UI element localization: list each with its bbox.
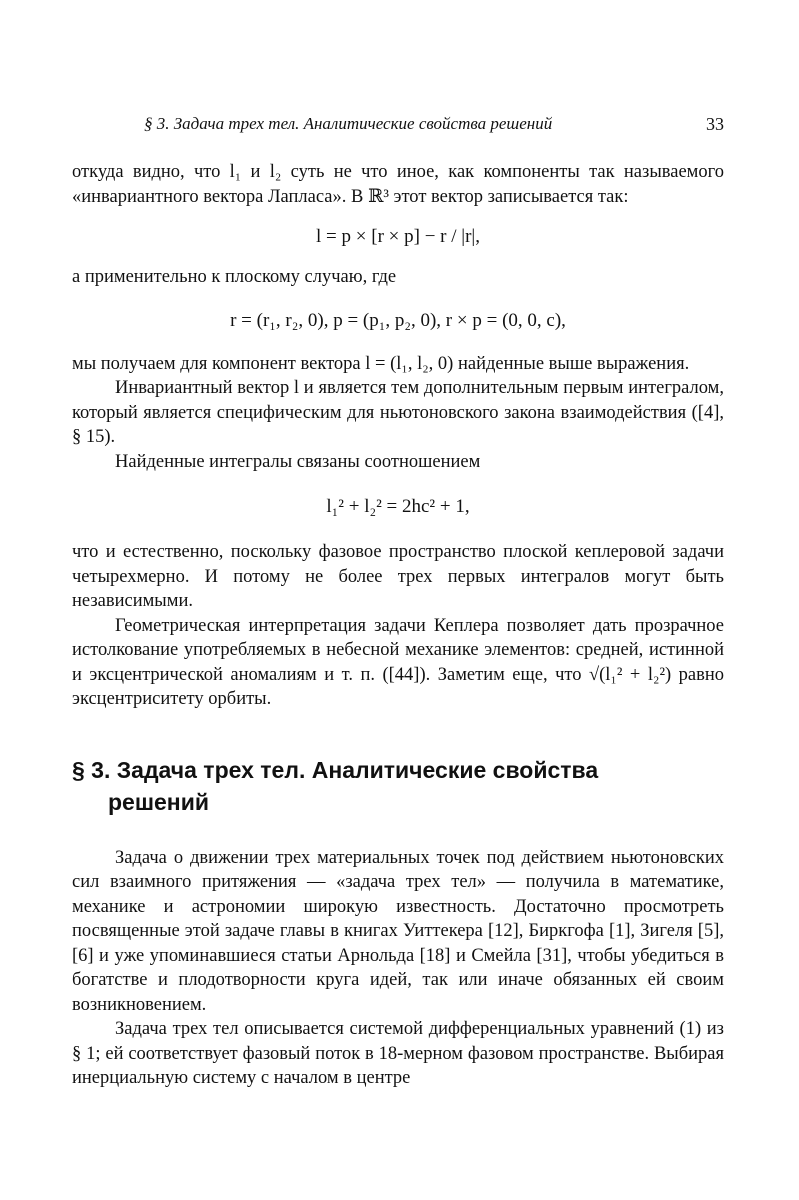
paragraph-planar-case: а применительно к плоскому случаю, где — [72, 267, 397, 287]
paragraph-relation-intro: Найденные интегралы связаны соотношением — [115, 451, 481, 472]
formula-planar-vectors: r = (r₁, r₂, 0), p = (p₁, p₂, 0), r × p = (0, 0, c), — [230, 309, 566, 331]
formula-integral-relation: l₁² + l₂² = 2hc² + 1, — [326, 496, 470, 517]
running-header — [72, 114, 724, 140]
section-heading-line2: решений — [108, 788, 209, 815]
section-heading — [72, 754, 724, 818]
spacer — [72, 712, 724, 754]
body-text — [72, 160, 724, 1091]
paragraph-three-body-system: Задача трех тел описывается системой дифференциальных уравнений (1) из § 1; ей соответствует фазовый поток в 18-мерном фазовом пространстве. Выбирая инерциальную систему с началом в центре — [72, 1019, 724, 1088]
paragraph-three-body-intro: Задача о движении трех материальных точек под действием ньютоновских сил взаимного притяжения — «задача трех тел» — получила в математике, механике и астрономии широкую известность. Достаточно просмотреть посвященные этой задаче главы в книгах Уиттекера [12], Биркгофа [1], Зигеля [5], [6] и уже упоминавшиеся статьи Арнольда [18] и Смейла [31], чтобы убедиться в богатстве и плодотворности круга идей, так или иначе обязанных ей своим возникновением. — [72, 847, 724, 1015]
paragraph-phase-space: что и естественно, поскольку фазовое пространство плоской кеплеровой задачи четырехмерно. И потому не более трех первых интегралов могут быть независимыми. — [72, 542, 724, 611]
formula-laplace-vector: l = p × [r × p] − r / |r|, — [316, 226, 480, 247]
spacer — [72, 818, 724, 846]
paragraph-kepler-geometry: Геометрическая интерпретация задачи Кеплера позволяет дать прозрачное истолкование употребляемых в небесной механике элементов: средней, истинной и эксцентрической аномалиям и т. п. ([44]). Заметим еще, что √(l₁² + l₂²) равно эксцентриситету орбиты. — [72, 615, 724, 709]
paragraph-invariant-vector: Инвариантный вектор l и является тем дополнительным первым интегралом, который является специфическим для ньютоновского закона взаимодействия ([4], § 15). — [72, 378, 724, 447]
page-number: 33 — [706, 114, 724, 134]
running-title: § 3. Задача трех тел. Аналитические свойства решений — [144, 114, 553, 133]
paragraph-components: мы получаем для компонент вектора l = (l₁, l₂, 0) найденные выше выражения. — [72, 353, 690, 374]
paragraph-laplace-vector: откуда видно, что l₁ и l₂ суть не что иное, как компоненты так называемого «инвариантного вектора Лапласа». В ℝ³ этот вектор записывается так: — [72, 162, 724, 207]
section-heading-line1: § 3. Задача трех тел. Аналитические свойства — [72, 756, 599, 783]
book-page — [72, 0, 724, 1200]
